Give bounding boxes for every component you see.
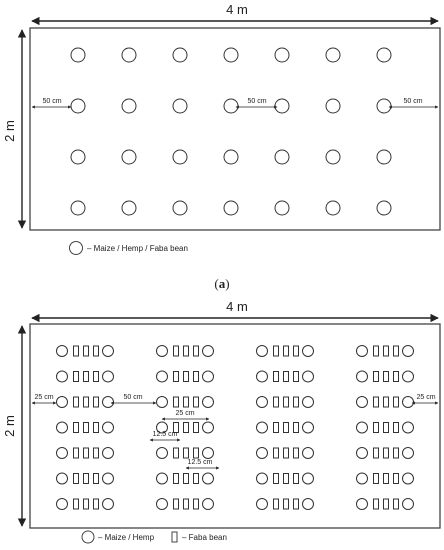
bean-rect-icon [184,423,189,433]
plant-circle-icon [71,99,85,113]
plant-circle-icon [122,99,136,113]
bean-rect-icon [394,346,399,356]
height-label-a: 2 m [2,120,17,142]
bean-rect-icon [274,346,279,356]
plant-circle-icon [403,397,414,408]
bean-rect-icon [274,499,279,509]
bean-rect-icon [74,448,79,458]
plant-circle-icon [377,48,391,62]
plant-circle-icon [71,150,85,164]
bean-rect-icon [84,346,89,356]
bean-rect-icon [84,397,89,407]
bean-rect-icon [394,448,399,458]
bean-rect-icon [84,448,89,458]
legend-bean-text-b: – Faba bean [182,533,227,542]
bean-rect-icon [394,474,399,484]
plant-circle-icon [57,371,68,382]
width-label-b: 4 m [226,299,248,314]
plant-circle-icon [57,473,68,484]
plant-circle-icon [122,150,136,164]
bean-spacing-label-b-2: 12.5 cm [187,459,213,466]
bean-rect-icon [374,499,379,509]
plant-circle-icon [275,201,289,215]
plant-circle-icon [303,448,314,459]
bean-rect-icon [174,499,179,509]
bean-rect-icon [274,372,279,382]
plant-circle-icon [257,397,268,408]
plant-circle-icon [122,48,136,62]
plant-circle-icon [224,201,238,215]
bean-rect-icon [384,499,389,509]
bean-rect-icon [284,346,289,356]
bean-rect-icon [274,397,279,407]
bean-rect-icon [184,346,189,356]
plant-circle-icon [203,473,214,484]
spacing-label-a-1: 50 cm [42,98,62,105]
plant-circle-icon [403,473,414,484]
bean-rect-icon [74,474,79,484]
plant-circle-icon [57,448,68,459]
bean-rect-icon [374,448,379,458]
bean-rect-icon [94,423,99,433]
plant-circle-icon [224,48,238,62]
bean-rect-icon [194,499,199,509]
plant-circle-icon [57,499,68,510]
plant-circle-icon [103,473,114,484]
bean-rect-icon [374,346,379,356]
bean-rect-icon [394,372,399,382]
bean-rect-icon [294,397,299,407]
plant-circle-icon [275,150,289,164]
plant-circle-icon [257,499,268,510]
height-label-b: 2 m [2,415,17,437]
spacing-label-a-3: 50 cm [403,98,423,105]
legend-circle-text-b: – Maize / Hemp [98,533,155,542]
plant-circle-icon [403,499,414,510]
bean-rect-icon [294,346,299,356]
bean-rect-icon [194,372,199,382]
bean-rect-icon [284,372,289,382]
plant-circle-icon [377,99,391,113]
plant-circle-icon [203,397,214,408]
plant-circle-icon [275,48,289,62]
plant-circle-icon [357,499,368,510]
plant-circle-icon [257,346,268,357]
plant-circle-icon [103,448,114,459]
bean-rect-icon [194,423,199,433]
bean-rect-icon [384,397,389,407]
caption-a: (a) [214,276,230,291]
plant-circle-icon [257,422,268,433]
bean-rect-icon [184,474,189,484]
bean-rect-icon [84,423,89,433]
bean-rect-icon [374,474,379,484]
bean-rect-icon [94,474,99,484]
bean-rect-icon [74,372,79,382]
bean-rect-icon [194,346,199,356]
inner-spacing-label-b: 25 cm [175,410,195,417]
plant-circle-icon [157,346,168,357]
plant-circle-icon [303,473,314,484]
panel-b [2,299,440,543]
bean-rect-icon [94,448,99,458]
plant-circle-icon [357,346,368,357]
plant-circle-icon [103,371,114,382]
bean-rect-icon [284,423,289,433]
bean-rect-icon [294,372,299,382]
plant-circle-icon [257,473,268,484]
plant-grid-b [57,346,414,510]
plant-circle-icon [357,422,368,433]
bean-rect-icon [84,499,89,509]
plant-circle-icon [275,99,289,113]
plant-circle-icon [157,371,168,382]
bean-rect-icon [284,474,289,484]
plant-circle-icon [57,397,68,408]
plant-circle-icon [257,448,268,459]
plant-circle-icon [303,397,314,408]
plant-circle-icon [357,473,368,484]
bean-rect-icon [374,372,379,382]
plant-circle-icon [257,371,268,382]
plant-circle-icon [71,201,85,215]
plant-circle-icon [157,397,168,408]
bean-rect-icon [74,499,79,509]
bean-rect-icon [284,397,289,407]
bean-rect-icon [174,346,179,356]
plant-circle-icon [377,201,391,215]
bean-rect-icon [394,499,399,509]
plant-circle-icon [103,346,114,357]
bean-rect-icon [74,423,79,433]
bean-rect-icon [94,346,99,356]
plant-circle-icon [303,422,314,433]
legend-circle-icon-a [70,242,83,255]
bean-rect-icon [384,448,389,458]
plant-circle-icon [326,48,340,62]
bean-rect-icon [284,448,289,458]
bean-spacing-label-b-1: 12.5 cm [152,431,178,438]
plant-circle-icon [357,371,368,382]
bean-rect-icon [184,448,189,458]
bean-rect-icon [94,397,99,407]
plant-circle-icon [377,150,391,164]
bean-rect-icon [184,499,189,509]
bean-rect-icon [194,448,199,458]
bean-rect-icon [194,397,199,407]
plant-circle-icon [173,150,187,164]
plant-circle-icon [403,448,414,459]
plant-circle-icon [224,99,238,113]
plant-circle-icon [326,99,340,113]
plant-circle-icon [326,150,340,164]
bean-rect-icon [194,474,199,484]
bean-rect-icon [374,423,379,433]
plant-circle-icon [157,499,168,510]
plant-circle-icon [303,346,314,357]
plant-circle-icon [157,473,168,484]
plant-circle-icon [173,201,187,215]
bean-rect-icon [84,474,89,484]
plant-circle-icon [357,397,368,408]
width-label-a: 4 m [226,2,248,17]
plant-circle-icon [224,150,238,164]
plant-circle-icon [403,422,414,433]
bean-rect-icon [174,372,179,382]
plant-circle-icon [173,48,187,62]
plant-circle-icon [303,499,314,510]
bean-rect-icon [174,397,179,407]
legend-bean-icon-b [172,532,177,542]
plant-circle-icon [103,422,114,433]
panel-a [2,2,440,291]
plant-circle-icon [203,448,214,459]
bean-rect-icon [394,397,399,407]
bean-rect-icon [384,474,389,484]
bean-rect-icon [374,397,379,407]
bean-rect-icon [84,372,89,382]
bean-rect-icon [274,423,279,433]
plant-circle-icon [157,448,168,459]
bean-rect-icon [384,372,389,382]
plant-circle-icon [122,201,136,215]
bean-rect-icon [384,423,389,433]
legend-circle-icon-b [82,531,94,543]
plant-circle-icon [403,371,414,382]
plant-circle-icon [326,201,340,215]
bean-rect-icon [274,474,279,484]
bean-rect-icon [174,448,179,458]
plant-circle-icon [203,499,214,510]
plant-grid-a [71,48,391,215]
bean-rect-icon [74,397,79,407]
bean-rect-icon [294,499,299,509]
bean-rect-icon [394,423,399,433]
bean-rect-icon [74,346,79,356]
bean-rect-icon [384,346,389,356]
bean-rect-icon [274,448,279,458]
bean-rect-icon [294,423,299,433]
group-gap-label-b: 50 cm [123,394,143,401]
plant-circle-icon [203,371,214,382]
plant-circle-icon [303,371,314,382]
spacing-label-a-2: 50 cm [247,98,267,105]
plant-circle-icon [357,448,368,459]
legend-text-a: – Maize / Hemp / Faba bean [87,244,188,253]
plant-circle-icon [203,346,214,357]
bean-rect-icon [184,397,189,407]
plant-circle-icon [71,48,85,62]
bean-rect-icon [284,499,289,509]
plant-circle-icon [57,346,68,357]
bean-rect-icon [184,372,189,382]
bean-rect-icon [174,474,179,484]
bean-rect-icon [94,372,99,382]
plant-circle-icon [173,99,187,113]
bean-rect-icon [294,448,299,458]
plant-circle-icon [103,397,114,408]
plant-circle-icon [57,422,68,433]
bean-rect-icon [94,499,99,509]
bean-rect-icon [294,474,299,484]
plant-circle-icon [103,499,114,510]
plant-circle-icon [203,422,214,433]
edge-label-right-b: 25 cm [416,394,436,401]
plant-circle-icon [403,346,414,357]
edge-label-left-b: 25 cm [34,394,54,401]
